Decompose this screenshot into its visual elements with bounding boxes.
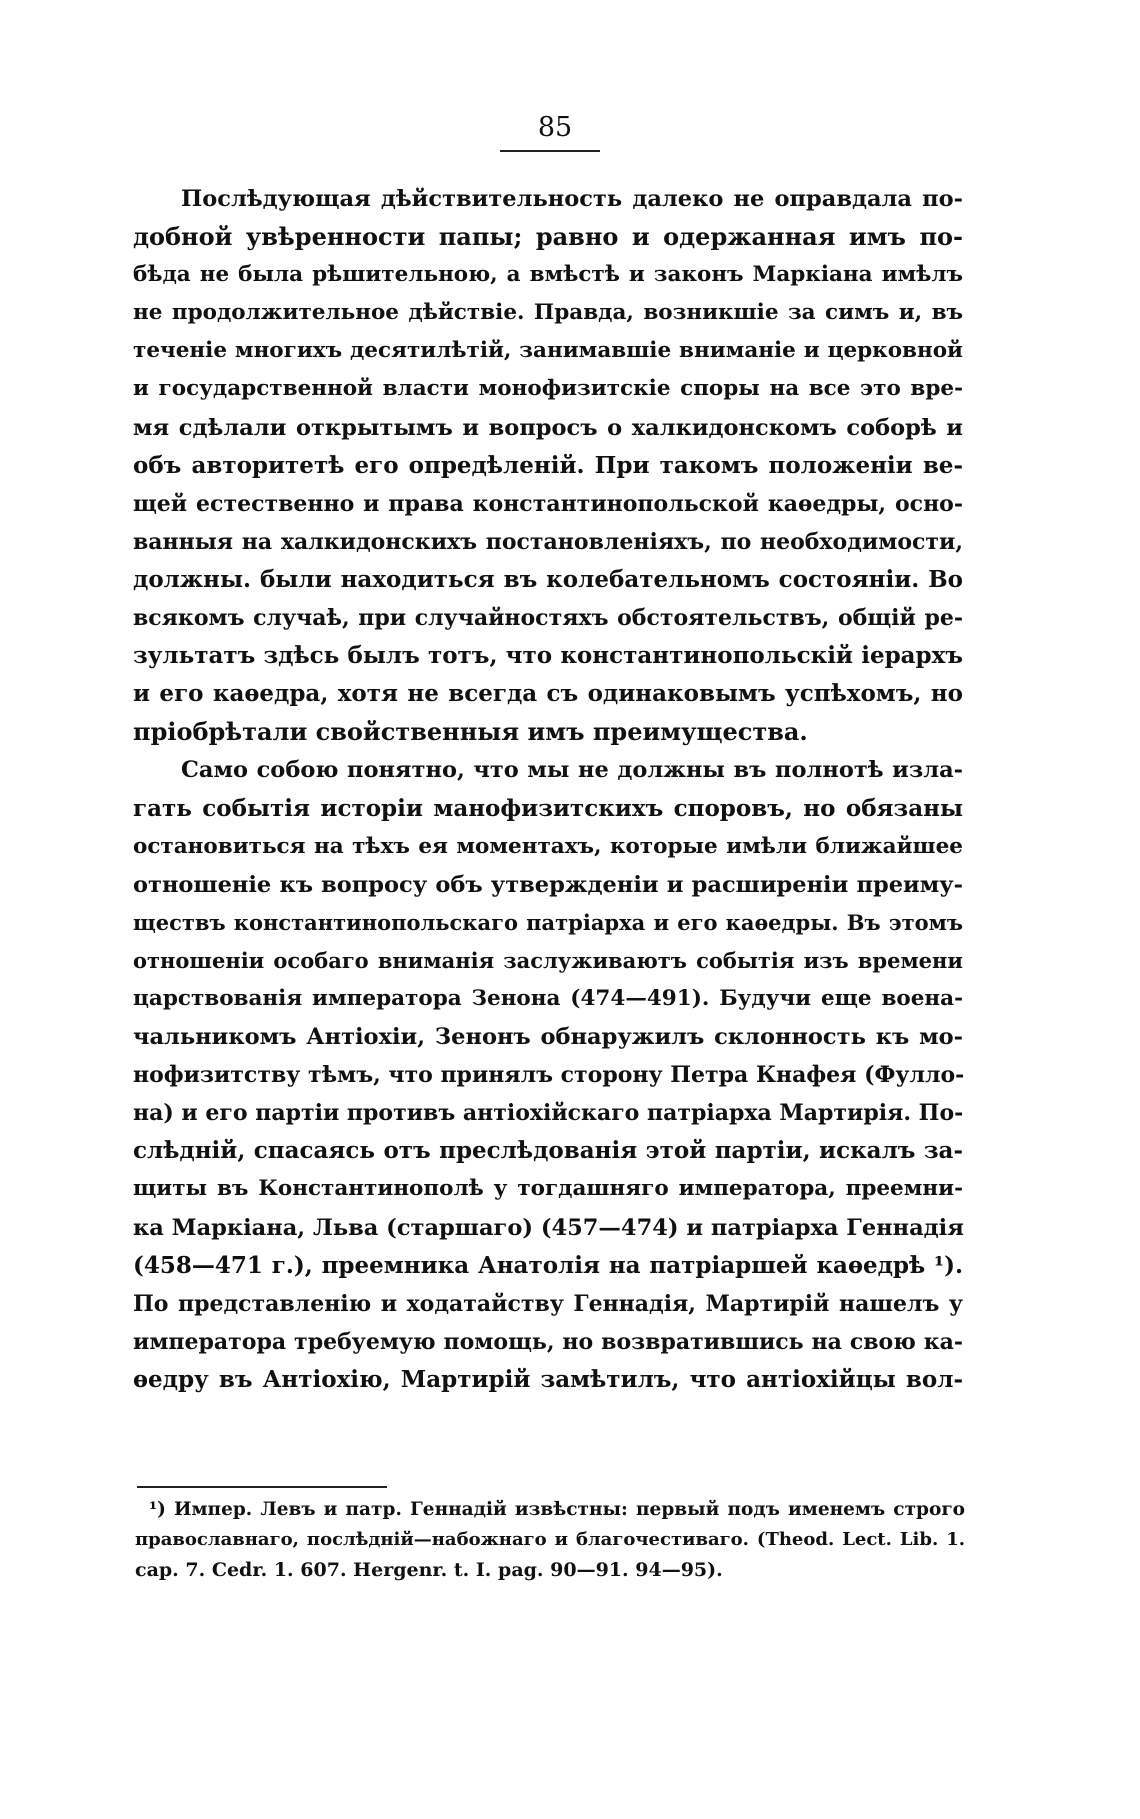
text-line: отношеніе къ вопросу объ утвержденіи и расширеніи преиму-: [133, 871, 963, 898]
text-line: остановиться на тѣхъ ея моментахъ, которые имѣли ближайшее: [133, 833, 963, 859]
text-line: отношеніи особаго вниманія заслуживаютъ событія изъ времени: [133, 947, 963, 973]
text-line: нофизитству тѣмъ, что принялъ сторону Петра Кнафея (Фулло-: [133, 1062, 965, 1089]
text-line: ка Маркіана, Льва (старшаго) (457—474) и патріарха Геннадія: [133, 1214, 964, 1241]
text-line: бѣда не была рѣшительною, а вмѣстѣ и законъ Маркіана имѣлъ: [133, 262, 963, 288]
footnote-line: ¹) Импер. Левъ и патр. Геннадій извѣстны: первый подъ именемъ строго: [149, 1499, 965, 1520]
text-line: (458—471 г.), преемника Анатолія на патріаршей каѳедрѣ ¹).: [133, 1251, 963, 1279]
body-text: [133, 180, 963, 1399]
text-line: теченіе многихъ десятилѣтій, занимавшіе вниманіе и церковной: [133, 338, 963, 364]
footnote-line: православнаго, послѣдній—набожнаго и благочестиваго. (Theod. Lect. Lib. 1.: [135, 1529, 965, 1550]
text-line: Само собою понятно, что мы не должны въ полнотѣ изла-: [181, 757, 963, 784]
footnote-line: cap. 7. Cedr. 1. 607. Hergenr. t. I. pag. 90—91. 94—95).: [135, 1559, 723, 1581]
text-line: царствованія императора Зенона (474—491). Будучи еще воена-: [133, 985, 963, 1011]
text-line: объ авторитетѣ его опредѣленій. При такомъ положеніи ве-: [133, 451, 963, 479]
text-line: пріобрѣтали свойственныя имъ преимущества.: [133, 717, 808, 747]
text-line: ществъ константинопольскаго патріарха и его каѳедры. Въ этомъ: [133, 909, 963, 935]
page-number: 85: [537, 112, 573, 143]
text-line: ванныя на халкидонскихъ постановленіяхъ, по необходимости,: [133, 528, 963, 555]
text-line: и его каѳедра, хотя не всегда съ одинаковымъ успѣхомъ, но: [133, 680, 963, 708]
text-line: мя сдѣлали открытымъ и вопросъ о халкидонскомъ соборѣ и: [133, 414, 963, 441]
text-line: на) и его партіи противъ антіохійскаго патріарха Мартирія. По-: [133, 1100, 964, 1127]
text-line: чальникомъ Антіохіи, Зенонъ обнаружилъ склонность къ мо-: [133, 1024, 963, 1051]
text-line: добной увѣренности папы; равно и одержанная имъ по-: [133, 222, 963, 252]
text-line: зультатъ здѣсь былъ тотъ, что константинопольскій іерархъ: [133, 642, 963, 670]
text-line: щей естественно и права константинопольской каѳедры, осно-: [133, 490, 963, 517]
text-line: По представленію и ходатайству Геннадія, Мартирій нашелъ у: [133, 1290, 963, 1317]
text-line: всякомъ случаѣ, при случайностяхъ обстоятельствъ, общій ре-: [133, 605, 963, 632]
text-line: щиты въ Константинополѣ у тогдашняго императора, преемни-: [133, 1176, 963, 1202]
text-line: и государственной власти монофизитскіе споры на все это вре-: [133, 376, 963, 402]
text-line: должны. были находиться въ колебательномъ состояніи. Во: [133, 565, 963, 593]
text-line: Послѣдующая дѣйствительность далеко не оправдала по-: [181, 186, 963, 212]
footnote: [135, 1495, 965, 1585]
text-line: гать событія исторіи манофизитскихъ споровъ, но обязаны: [133, 794, 963, 822]
text-line: не продолжительное дѣйствіе. Правда, возникшіе за симъ и, въ: [133, 300, 963, 326]
footnote-rule: [137, 1486, 387, 1488]
paragraph-1: [133, 180, 963, 751]
text-line: ѳедру въ Антіохію, Мартирій замѣтилъ, что антіохійцы вол-: [133, 1365, 963, 1393]
paragraph-2: [133, 751, 963, 1399]
page-number-rule: [500, 150, 600, 152]
text-line: слѣдній, спасаясь отъ преслѣдованія этой партіи, искалъ за-: [133, 1137, 963, 1165]
text-line: императора требуемую помощь, но возвратившись на свою ка-: [133, 1328, 963, 1355]
